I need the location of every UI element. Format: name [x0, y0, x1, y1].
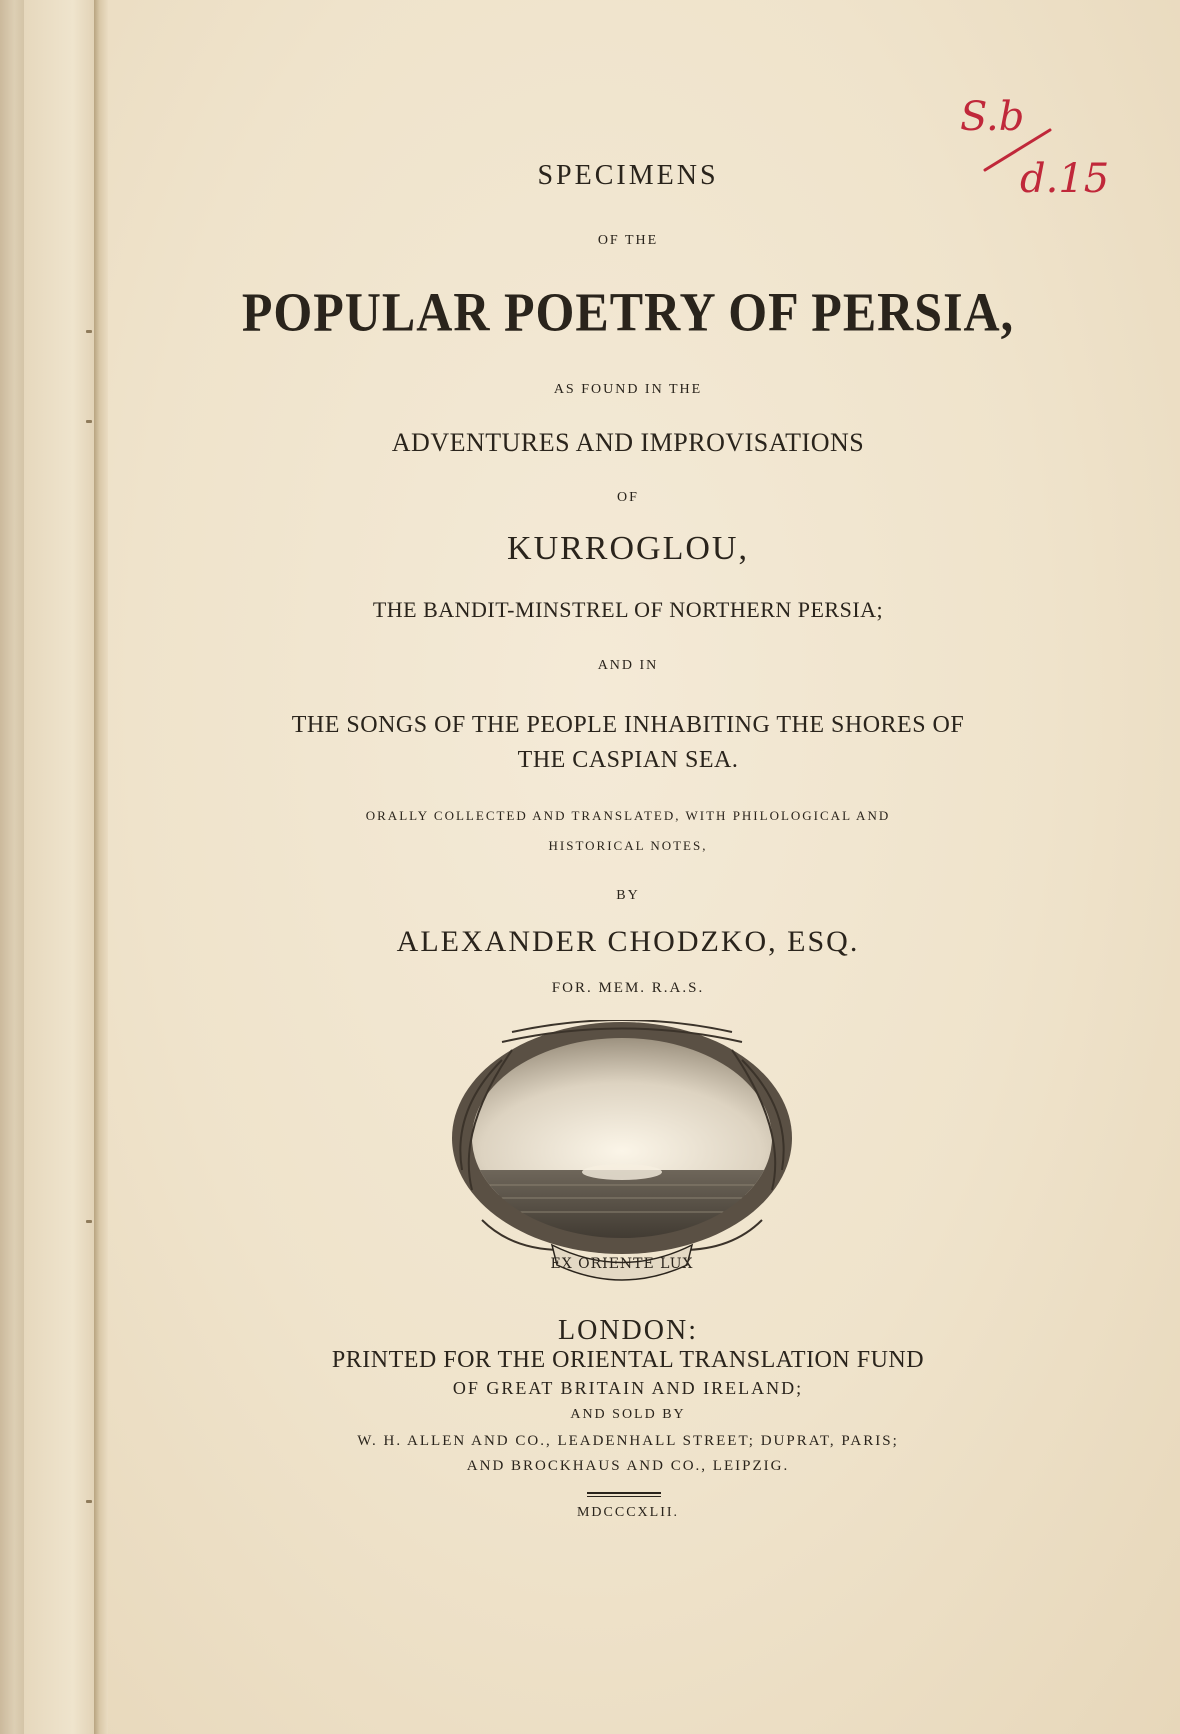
imprint-great-britain: OF GREAT BRITAIN AND IRELAND; — [452, 1378, 804, 1398]
and-in-line: AND IN — [597, 658, 659, 673]
svg-text:EX ORIENTE LUX: EX ORIENTE LUX — [550, 1256, 694, 1272]
binding-stitch — [86, 330, 92, 333]
binding-stitch — [86, 1500, 92, 1503]
binding-gutter — [94, 0, 108, 1734]
author-name: ALEXANDER CHODZKO, ESQ. — [396, 925, 860, 958]
imprint-sellers-1: W. H. ALLEN AND CO., LEADENHALL STREET; DUPRAT, PARIS; — [357, 1433, 899, 1449]
year-rule-bottom — [587, 1496, 661, 1497]
imprint-sellers-2: AND BROCKHAUS AND CO., LEIPZIG. — [466, 1458, 790, 1474]
imprint-year: MDCCCXLII. — [576, 1505, 680, 1520]
imprint-london: LONDON: — [558, 1315, 698, 1346]
of-the-line: OF THE — [597, 233, 659, 248]
author-title: FOR. MEM. R.A.S. — [551, 980, 705, 996]
binding-stitch — [86, 1220, 92, 1223]
imprint-printed-for: PRINTED FOR THE ORIENTAL TRANSLATION FUND — [331, 1347, 925, 1373]
bandit-minstrel-line: THE BANDIT-MINSTREL OF NORTHERN PERSIA; — [372, 597, 884, 622]
svg-text:S.b: S.b — [960, 94, 1025, 140]
binding-stitch — [86, 420, 92, 423]
as-found-line: AS FOUND IN THE — [553, 382, 703, 397]
orally-line-2: HISTORICAL NOTES, — [548, 838, 708, 853]
adventures-line: ADVENTURES AND IMPROVISATIONS — [391, 428, 865, 457]
vignette-engraving — [442, 1020, 802, 1285]
orally-line-1: ORALLY COLLECTED AND TRANSLATED, WITH PHILOLOGICAL AND — [365, 808, 891, 823]
handwritten-shelfmark — [950, 90, 1150, 210]
songs-line-2: THE CASPIAN SEA. — [517, 747, 739, 773]
by-line: BY — [616, 888, 640, 903]
year-rule-top — [587, 1492, 661, 1494]
page-edge-left — [0, 0, 24, 1734]
songs-line-1: THE SONGS OF THE PEOPLE INHABITING THE SHORES OF — [291, 712, 965, 738]
kurroglou-heading: KURROGLOU, — [507, 530, 749, 567]
of-line: OF — [617, 490, 639, 505]
main-title: POPULAR POETRY OF PERSIA, — [241, 281, 1015, 343]
page-edge-underlying — [24, 0, 94, 1734]
specimens-heading: SPECIMENS — [537, 160, 719, 191]
svg-text:d.15: d.15 — [1020, 156, 1110, 202]
imprint-sold-by: AND SOLD BY — [570, 1407, 686, 1422]
